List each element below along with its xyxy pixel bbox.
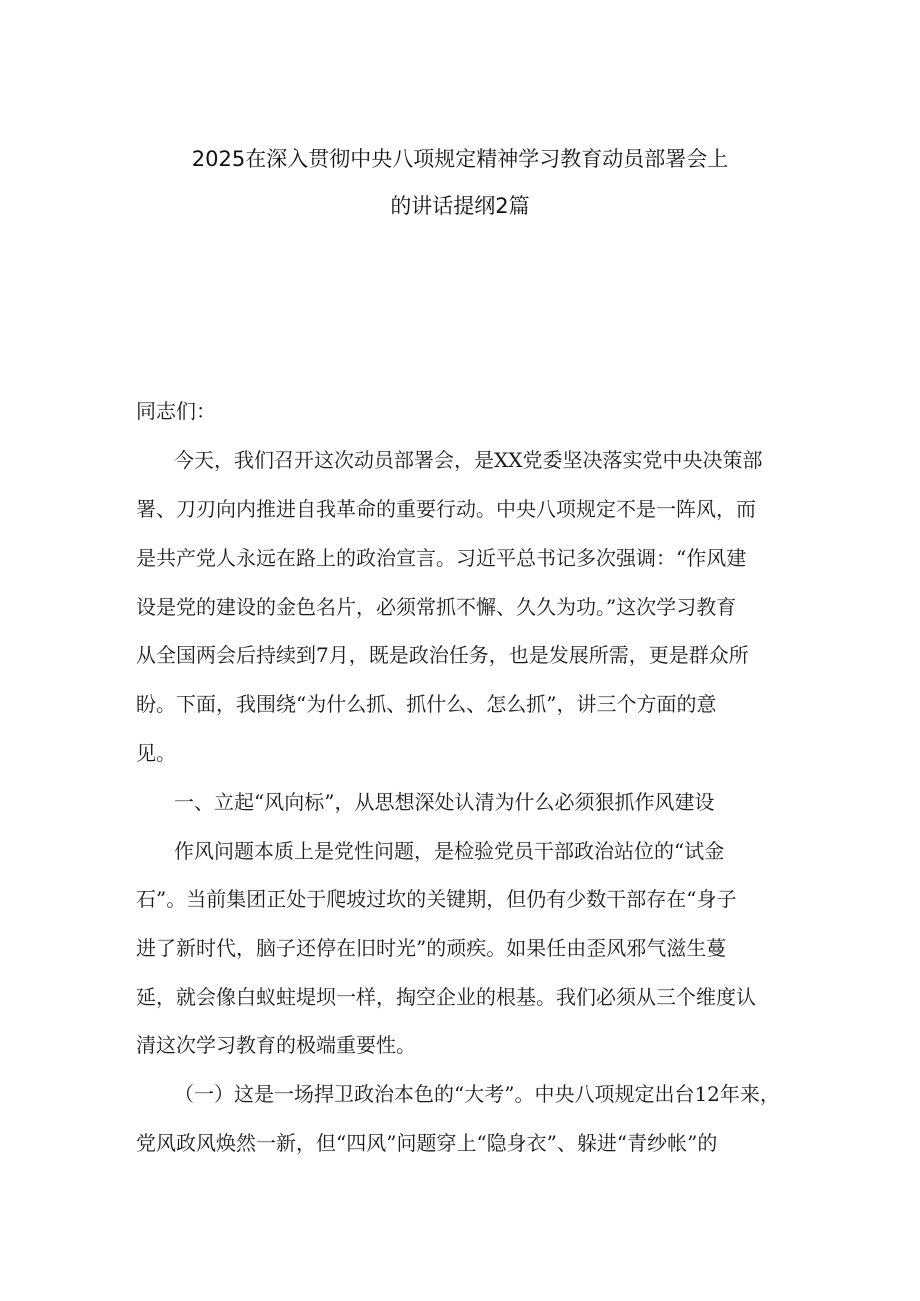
document-title-line-2: 的讲话提纲2篇 [390,194,530,218]
paragraph-line: 设是党的建设的金色名片，必须常抓不懈、久久为功。”这次学习教育 [136,595,737,619]
paragraph-line: 党风政风焕然一新，但“四风”问题穿上“隐身衣”、躲进“青纱帐”的 [136,1131,718,1155]
paragraph-line: 石”。当前集团正处于爬坡过坎的关键期，但仍有少数干部存在“身子 [136,887,737,911]
paragraph-line: 从全国两会后持续到7月，既是政治任务，也是发展所需，更是群众所 [136,643,749,667]
paragraph-line: 作风问题本质上是党性问题，是检验党员干部政治站位的“试金 [174,839,725,863]
paragraph-line: 见。 [136,741,176,765]
paragraph-line: 是共产党人永远在路上的政治宣言。习近平总书记多次强调：“作风建 [136,546,747,570]
paragraph-line: 进了新时代，脑子还停在旧时光”的顽疾。如果任由歪风邪气滋生蔓 [136,936,727,960]
subsection-line: （一）这是一场捍卫政治本色的“大考”。中央八项规定出台12年来， [174,1082,780,1106]
paragraph-line: 今天，我们召开这次动员部署会，是XX党委坚决落实党中央决策部 [174,448,763,472]
paragraph-line: 清这次学习教育的极端重要性。 [136,1033,416,1057]
paragraph-line: 盼。下面，我围绕“为什么抓、抓什么、怎么抓”，讲三个方面的意 [136,692,717,716]
paragraph-line: 延，就会像白蚁蛀堤坝一样，掏空企业的根基。我们必须从三个维度认 [136,985,756,1009]
salutation: 同志们： [136,399,216,423]
document-title-line-1: 2025在深入贯彻中央八项规定精神学习教育动员部署会上 [191,147,729,171]
paragraph-line: 署、刀刃向内推进自我革命的重要行动。中央八项规定不是一阵风，而 [136,497,756,521]
section-heading: 一、立起“风向标”，从思想深处认清为什么必须狠抓作风建设 [174,790,715,814]
